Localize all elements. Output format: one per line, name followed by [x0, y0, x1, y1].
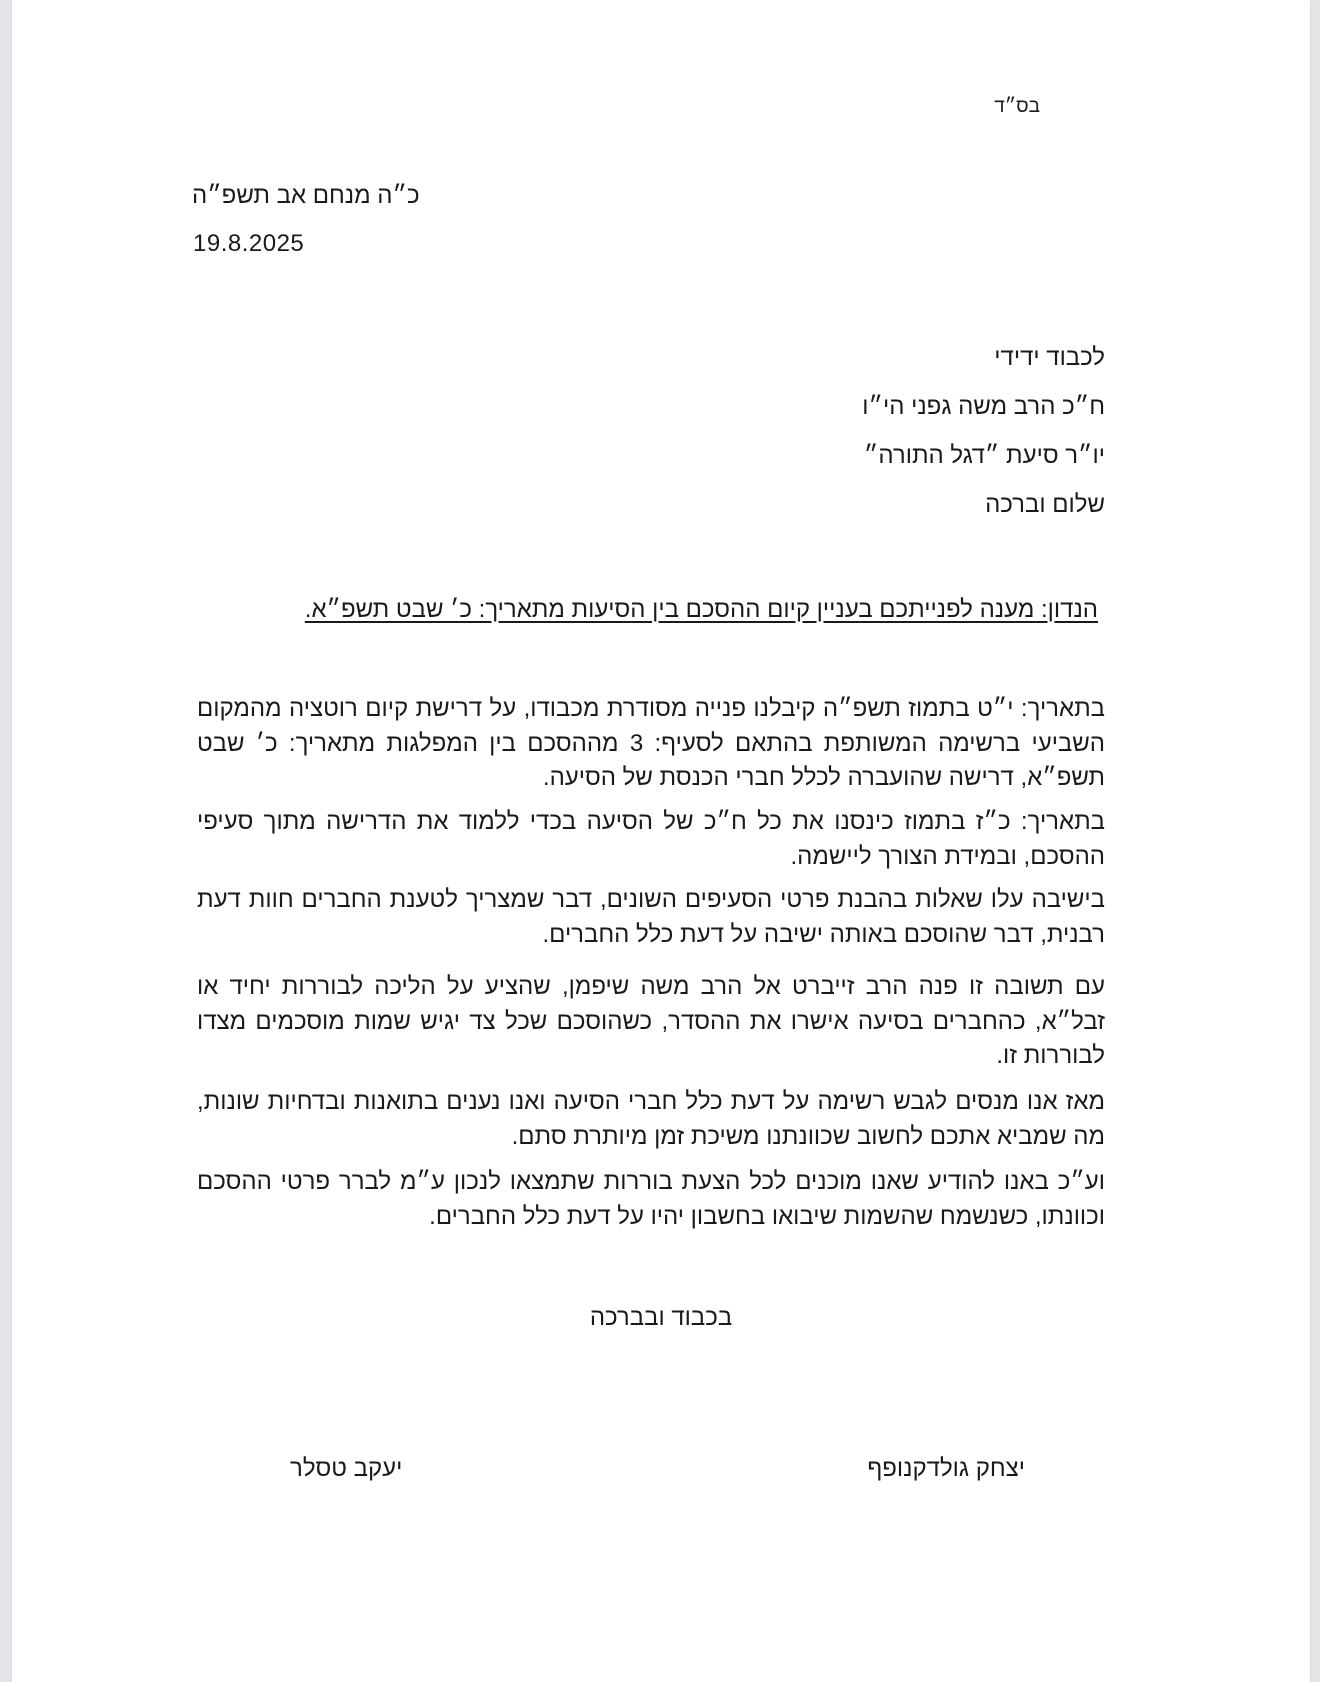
paragraph-2: בתאריך: כ״ז בתמוז כינסנו את כל ח״כ של הסיעה בכדי ללמוד את הדרישה מתוך סעיפי ההסכם, ובמידת הצורך ליישמה. — [197, 808, 1105, 870]
header-mark: בס״ד — [994, 96, 1040, 117]
addressee-line-1: לכבוד ידידי — [994, 344, 1105, 371]
signature-left: יעקב טסלר — [290, 1455, 403, 1482]
subject-line: הנדון: מענה לפנייתכם בעניין קיום ההסכם בין הסיעות מתאריך: כ׳ שבט תשפ״א. — [304, 596, 1098, 623]
gregorian-date: 19.8.2025 — [193, 230, 305, 257]
paragraph-3: בישיבה עלו שאלות בהבנת פרטי הסעיפים השונים, דבר שמצריך לטענת החברים חוות דעת רבנית, דבר שהוסכם באותה ישיבה על דעת כלל החברים. — [197, 886, 1105, 948]
paragraph-5: מאז אנו מנסים לגבש רשימה על דעת כלל חברי הסיעה ואנו נענים בתואנות ובדחיות שונות, מה שמביא אתכם לחשוב שכוונתנו משיכת זמן מיותרת סתם. — [197, 1088, 1105, 1150]
addressee-line-3: יו״ר סיעת ״דגל התורה״ — [863, 442, 1105, 469]
letter-page — [12, 0, 1310, 1682]
hebrew-date: כ״ה מנחם אב תשפ״ה — [192, 182, 420, 209]
signature-right: יצחק גולדקנופף — [867, 1455, 1025, 1482]
paragraph-6: וע״כ באנו להודיע שאנו מוכנים לכל הצעת בוררות שתמצאו לנכון ע״מ לברר פרטי ההסכם וכוונתו, כשנשמח שהשמות שיבואו בחשבון יהיו על דעת כלל החברים. — [197, 1168, 1105, 1230]
addressee-line-2: ח״כ הרב משה גפני הי״ו — [862, 393, 1105, 420]
paragraph-1: בתאריך: י״ט בתמוז תשפ״ה קיבלנו פנייה מסודרת מכבודו, על דרישת קיום רוטציה מהמקום השביעי ברשימה המשותפת בהתאם לסעיף: 3 מההסכם בין המפלגות מתאריך: כ׳ שבט תשפ״א, דרישה שהועברה לכלל חברי הכנסת של הסיעה. — [197, 695, 1106, 791]
paragraph-4: עם תשובה זו פנה הרב זייברט אל הרב משה שיפמן, שהציע על הליכה לבוררות יחיד או זבל״א, כהחברים בסיעה אישרו את ההסדר, כשהוסכם שכל צד יגיש שמות מוסכמים מצדו לבוררות זו. — [197, 973, 1105, 1069]
greeting: שלום וברכה — [985, 491, 1105, 518]
closing: בכבוד ובברכה — [589, 1304, 733, 1331]
